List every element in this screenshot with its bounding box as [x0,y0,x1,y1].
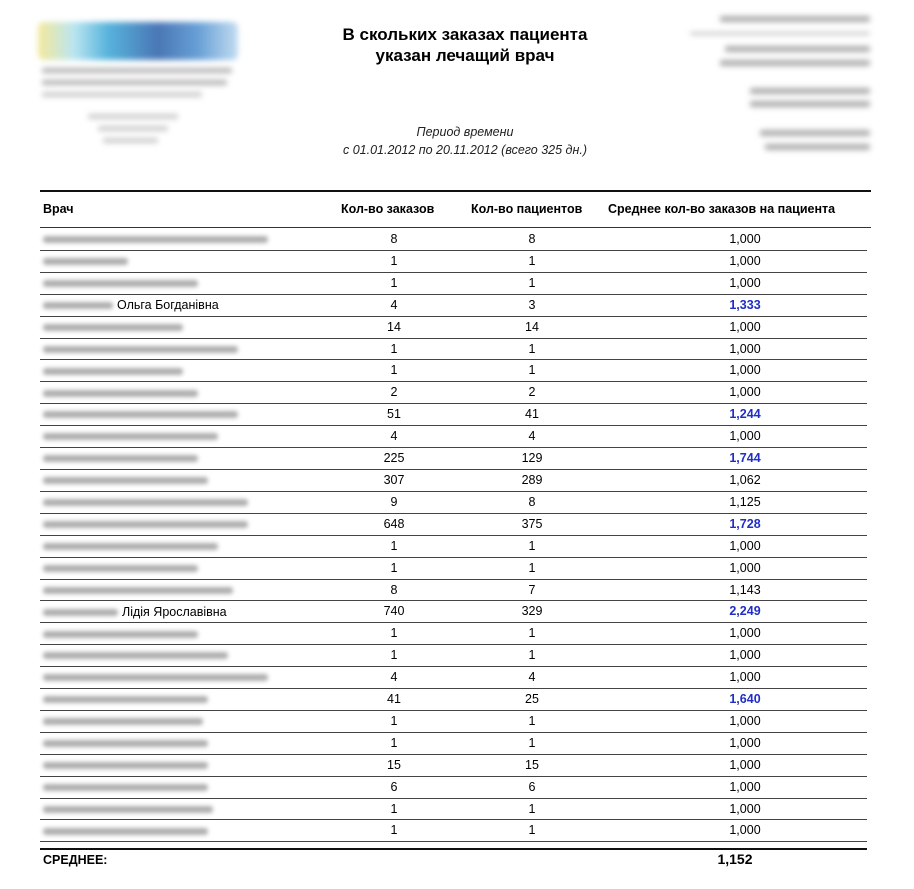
patients-cell: 4 [528,429,536,444]
average-cell: 1,062 [729,472,761,487]
company-contacts [690,8,870,158]
obscured-name [43,258,128,265]
table-row [40,339,867,361]
patients-cell: 129 [521,451,543,466]
orders-cell: 1 [390,538,398,553]
average-cell: 1,728 [729,516,761,531]
average-cell: 1,000 [729,253,761,268]
table-row [40,273,867,295]
orders-cell: 1 [390,275,398,290]
doctor-name-cell [43,342,323,356]
obscured-name [43,543,218,550]
obscured-name [43,828,208,835]
table-row [40,514,867,536]
obscured-name [43,324,183,331]
column-header-doctor: Врач [43,202,74,216]
table-row [40,799,867,821]
report-title-line1: В скольких заказах пациента [342,25,588,44]
patients-cell: 7 [528,582,536,597]
obscured-name [43,784,208,791]
table-row [40,382,867,404]
report-period [300,123,630,159]
table-row [40,777,867,799]
orders-cell: 9 [390,494,398,509]
obscured-name [43,762,208,769]
doctor-name-cell [43,692,323,706]
doctor-name-cell [43,276,323,290]
table-row [40,755,867,777]
obscured-name [43,346,238,353]
doctor-name-cell [43,670,323,684]
doctor-table-body [40,229,867,842]
obscured-name [43,587,233,594]
doctor-name-cell [43,561,323,575]
doctor-name-cell [43,648,323,662]
logo-image [38,22,238,60]
doctor-name-cell [43,473,323,487]
average-cell: 1,000 [729,341,761,356]
patients-cell: 1 [528,253,536,268]
table-row [40,492,867,514]
orders-cell: 1 [390,253,398,268]
average-cell: 1,333 [729,297,761,312]
patients-cell: 1 [528,363,536,378]
patients-cell: 1 [528,275,536,290]
doctor-name-cell [43,583,323,597]
obscured-name [43,521,248,528]
obscured-name [43,652,228,659]
orders-cell: 1 [390,801,398,816]
obscured-name [43,390,198,397]
doctor-name-cell [43,320,323,334]
patients-cell: 289 [521,472,543,487]
column-header-orders: Кол-во заказов [341,202,435,216]
doctor-name-visible: Лідія Ярославівна [122,605,227,620]
obscured-name [43,696,208,703]
table-row [40,360,867,382]
patients-cell: 1 [528,801,536,816]
average-cell: 1,000 [729,823,761,838]
patients-cell: 3 [528,297,536,312]
footer-average-value: 1,152 [717,851,753,867]
average-cell: 1,000 [729,735,761,750]
doctor-name-cell [43,780,323,794]
table-row [40,645,867,667]
patients-cell: 8 [528,232,536,246]
patients-cell: 15 [525,757,539,772]
average-cell: 1,744 [729,451,761,466]
orders-cell: 1 [390,560,398,575]
orders-cell: 14 [387,319,401,334]
table-row [40,689,867,711]
doctor-name-cell [43,517,323,531]
orders-cell: 8 [390,232,398,246]
report-title-line2: указан лечащий врач [375,46,555,65]
period-range: с 01.01.2012 по 20.11.2012 (всего 325 дн.) [343,143,587,157]
patients-cell: 2 [528,385,536,400]
average-cell: 1,244 [729,407,761,422]
table-row [40,623,867,645]
doctor-name-cell [43,254,323,268]
table-row [40,601,867,623]
doctor-name-cell [43,451,323,465]
average-cell: 1,000 [729,560,761,575]
patients-cell: 41 [525,407,539,422]
average-cell: 1,000 [729,232,761,246]
doctor-name-cell [43,232,323,246]
orders-cell: 8 [390,582,398,597]
doctor-name-cell [43,802,323,816]
average-cell: 1,000 [729,757,761,772]
header-rule [40,227,871,228]
patients-cell: 375 [521,516,543,531]
column-header-patients: Кол-во пациентов [471,202,583,216]
doctor-name-cell [43,385,323,399]
obscured-name [43,477,208,484]
orders-cell: 1 [390,341,398,356]
column-header-average: Среднее кол-во заказов на пациента [608,202,836,216]
orders-cell: 1 [390,363,398,378]
average-cell: 1,143 [729,582,761,597]
table-row [40,470,867,492]
patients-cell: 6 [528,779,536,794]
table-top-rule [40,190,871,192]
doctor-name-cell [43,736,323,750]
patients-cell: 4 [528,670,536,685]
table-row [40,536,867,558]
table-row [40,426,867,448]
doctor-name-cell [43,407,323,421]
patients-cell: 1 [528,648,536,663]
doctor-name-cell [43,495,323,509]
obscured-name [43,674,268,681]
orders-cell: 51 [387,407,401,422]
obscured-name [43,280,198,287]
orders-cell: 648 [383,516,405,531]
table-row [40,820,867,842]
patients-cell: 1 [528,626,536,641]
table-row [40,295,867,317]
obscured-name [43,740,208,747]
obscured-name [43,718,203,725]
average-cell: 1,000 [729,275,761,290]
table-row [40,711,867,733]
doctor-name-cell [43,298,323,312]
doctor-name-cell [43,363,323,377]
table-row [40,580,867,602]
report-title [300,24,630,66]
obscured-name [43,433,218,440]
orders-cell: 2 [390,385,398,400]
orders-cell: 1 [390,735,398,750]
average-cell: 1,000 [729,801,761,816]
obscured-name [43,368,183,375]
orders-cell: 6 [390,779,398,794]
orders-cell: 1 [390,713,398,728]
footer-rule [40,848,867,850]
orders-cell: 307 [383,472,405,487]
doctor-name-cell [43,604,323,618]
average-cell: 1,000 [729,626,761,641]
patients-cell: 8 [528,494,536,509]
table-row [40,448,867,470]
doctor-name-cell [43,539,323,553]
obscured-name [43,302,113,309]
doctor-name-cell [43,823,323,837]
patients-cell: 1 [528,538,536,553]
table-row [40,558,867,580]
patients-cell: 25 [525,692,539,707]
orders-cell: 225 [383,451,405,466]
average-cell: 1,000 [729,319,761,334]
patients-cell: 1 [528,735,536,750]
patients-cell: 1 [528,823,536,838]
obscured-name [43,631,198,638]
obscured-name [43,236,268,243]
table-row [40,404,867,426]
period-label: Период времени [416,125,514,139]
average-cell: 1,640 [729,692,761,707]
patients-cell: 1 [528,560,536,575]
obscured-name [43,806,213,813]
obscured-name [43,411,238,418]
orders-cell: 4 [390,429,398,444]
orders-cell: 1 [390,626,398,641]
doctor-name-visible: Ольга Богданівна [117,298,219,313]
average-cell: 1,000 [729,670,761,685]
orders-cell: 4 [390,670,398,685]
company-logo [38,18,238,158]
table-row [40,251,867,273]
orders-cell: 1 [390,823,398,838]
orders-cell: 41 [387,692,401,707]
table-row [40,229,867,251]
average-cell: 1,000 [729,363,761,378]
orders-cell: 1 [390,648,398,663]
average-cell: 2,249 [729,604,761,619]
orders-cell: 740 [383,604,405,619]
average-cell: 1,000 [729,385,761,400]
footer-average-label: СРЕДНЕЕ: [43,853,108,867]
doctor-name-cell [43,626,323,640]
doctor-name-cell [43,429,323,443]
doctor-name-cell [43,758,323,772]
obscured-name [43,565,198,572]
table-row [40,733,867,755]
obscured-name [43,499,248,506]
orders-cell: 15 [387,757,401,772]
average-cell: 1,125 [729,494,761,509]
patients-cell: 14 [525,319,539,334]
average-cell: 1,000 [729,538,761,553]
doctor-name-cell [43,714,323,728]
patients-cell: 329 [521,604,543,619]
average-cell: 1,000 [729,648,761,663]
average-cell: 1,000 [729,429,761,444]
patients-cell: 1 [528,713,536,728]
orders-cell: 4 [390,297,398,312]
patients-cell: 1 [528,341,536,356]
average-cell: 1,000 [729,713,761,728]
obscured-name [43,609,118,616]
table-row [40,667,867,689]
average-cell: 1,000 [729,779,761,794]
obscured-name [43,455,198,462]
table-row [40,317,867,339]
